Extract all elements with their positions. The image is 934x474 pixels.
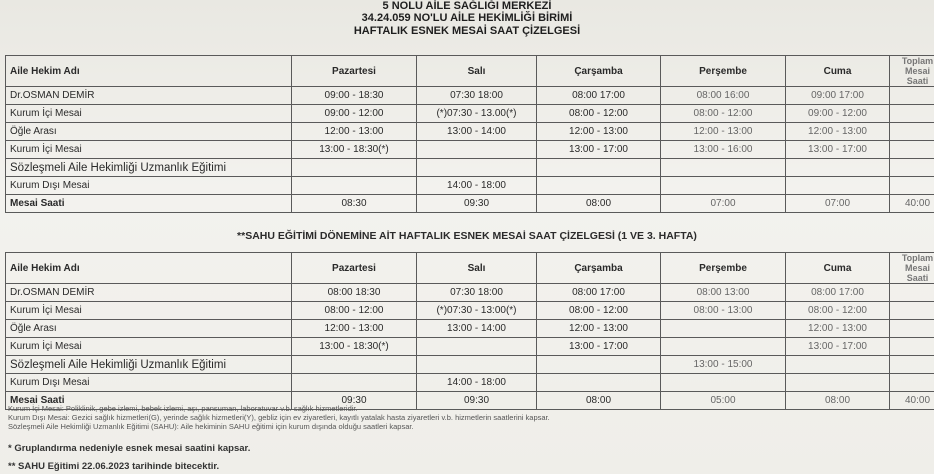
schedule-cell [890, 123, 934, 141]
schedule-cell [786, 177, 890, 195]
schedule-cell: 08:00 [537, 392, 661, 410]
header-line-2: 34.24.059 NO'LU AİLE HEKİMLİĞİ BİRİMİ [361, 12, 573, 24]
schedule-cell: 12:00 - 13:00 [537, 320, 661, 338]
schedule-cell: 13:00 - 18:30(*) [292, 141, 417, 159]
row-label: Mesai Saati [6, 392, 292, 410]
column-header: Çarşamba [537, 253, 661, 284]
schedule-cell [890, 320, 934, 338]
schedule-cell: (*)07:30 - 13.00(*) [417, 105, 537, 123]
notes [8, 404, 550, 431]
schedule-cell [537, 374, 661, 392]
footnote-grouping: * Gruplandırma nedeniyle esnek mesai saatini kapsar. [8, 443, 251, 454]
row-label: Sözleşmeli Aile Hekimliği Uzmanlık Eğitimi [6, 356, 292, 374]
table-row [6, 123, 934, 141]
schedule-cell: 09:30 [417, 392, 537, 410]
note-kurum-ici: Kurum İçi Mesai: Poliklinik, gebe izlemi, bebek izlemi, aşı, pansuman, laboratuvar v.b. sağlık hizmetleridir. [8, 404, 358, 413]
schedule-cell: 08:00 - 12:00 [786, 302, 890, 320]
schedule-cell: 09:00 17:00 [786, 87, 890, 105]
note-kurum-disi: Kurum Dışı Mesai: Gezici sağlık hizmetleri(G), yerinde sağlık hizmetleri(Y), gebliz için ev ziyaretleri, kayıtlı yatalak hasta ziyaretleri v.b. hizmetlerin saatlerini kapsar. [8, 413, 550, 422]
schedule-cell: 08:00 - 12:00 [661, 105, 786, 123]
schedule-cell [661, 320, 786, 338]
row-label: Öğle Arası [6, 320, 292, 338]
schedule-cell: 12:00 - 13:00 [786, 123, 890, 141]
schedule-cell [417, 159, 537, 177]
schedule-cell: 07:30 18:00 [417, 87, 537, 105]
schedule-cell: 12:00 - 13:00 [661, 123, 786, 141]
schedule-cell [786, 159, 890, 177]
row-label: Mesai Saati [6, 195, 292, 213]
schedule-cell: 05:00 [661, 392, 786, 410]
schedule-table-2 [5, 252, 934, 410]
schedule-cell [292, 177, 417, 195]
schedule-cell: 13:00 - 17:00 [786, 338, 890, 356]
schedule-cell [661, 159, 786, 177]
schedule-table-1 [5, 55, 934, 213]
schedule-cell: 09:00 - 18:30 [292, 87, 417, 105]
schedule-cell [292, 374, 417, 392]
schedule-cell: 12:00 - 13:00 [292, 123, 417, 141]
column-header: Çarşamba [537, 56, 661, 87]
table-row [6, 356, 934, 374]
schedule-cell: 08:00 - 12:00 [537, 302, 661, 320]
row-label: Kurum İçi Mesai [6, 141, 292, 159]
schedule-cell: 09:30 [292, 392, 417, 410]
column-header: Aile Hekim Adı [6, 56, 292, 87]
footnote-sahu-end: ** SAHU Eğitimi 22.06.2023 tarihinde bitecektir. [8, 461, 220, 472]
column-header: Cuma [786, 56, 890, 87]
schedule-cell: 08:00 18:30 [292, 284, 417, 302]
header-line-1: 5 NOLU AİLE SAĞLIĞI MERKEZİ [382, 0, 552, 12]
table-header-row [6, 253, 934, 284]
schedule-cell: 14:00 - 18:00 [417, 374, 537, 392]
column-header: Salı [417, 253, 537, 284]
schedule-cell [417, 141, 537, 159]
schedule-cell: 08:00 - 12:00 [537, 105, 661, 123]
schedule-cell [292, 159, 417, 177]
row-label: Kurum İçi Mesai [6, 105, 292, 123]
row-label: Kurum İçi Mesai [6, 338, 292, 356]
schedule-cell: 13:00 - 14:00 [417, 320, 537, 338]
schedule-cell: 13:00 - 17:00 [537, 141, 661, 159]
schedule-cell: 07:00 [786, 195, 890, 213]
schedule-cell [890, 177, 934, 195]
schedule-cell [890, 284, 934, 302]
schedule-cell: 08:00 13:00 [661, 284, 786, 302]
schedule-cell: 13:00 - 14:00 [417, 123, 537, 141]
row-label: Sözleşmeli Aile Hekimliği Uzmanlık Eğitimi [6, 159, 292, 177]
schedule-cell [890, 356, 934, 374]
column-header: Perşembe [661, 253, 786, 284]
column-header: Cuma [786, 253, 890, 284]
schedule-cell: 13:00 - 17:00 [786, 141, 890, 159]
header-line-3: HAFTALIK ESNEK MESAİ SAAT ÇİZELGESİ [353, 25, 581, 37]
row-label: Dr.OSMAN DEMİR [6, 284, 292, 302]
schedule-cell [786, 374, 890, 392]
schedule-cell [890, 374, 934, 392]
schedule-cell [661, 374, 786, 392]
schedule-cell: 08:00 [786, 392, 890, 410]
schedule-cell [890, 302, 934, 320]
schedule-cell [890, 87, 934, 105]
table-row [6, 105, 934, 123]
row-label: Öğle Arası [6, 123, 292, 141]
row-label: Kurum Dışı Mesai [6, 177, 292, 195]
schedule-cell [417, 356, 537, 374]
schedule-cell [890, 159, 934, 177]
column-header: Pazartesi [292, 253, 417, 284]
schedule-cell: 09:00 - 12:00 [786, 105, 890, 123]
sahu-subtitle: **SAHU EĞİTİMİ DÖNEMİNE AİT HAFTALIK ESNEK MESAİ SAAT ÇİZELGESİ (1 VE 3. HAFTA) [237, 230, 697, 242]
schedule-cell: 12:00 - 13:00 [537, 123, 661, 141]
schedule-cell [537, 356, 661, 374]
table-row [6, 284, 934, 302]
schedule-cell: 07:30 18:00 [417, 284, 537, 302]
column-header: Pazartesi [292, 56, 417, 87]
schedule-cell [537, 177, 661, 195]
schedule-cell [890, 105, 934, 123]
schedule-cell: (*)07:30 - 13:00(*) [417, 302, 537, 320]
table-row [6, 338, 934, 356]
schedule-cell [661, 177, 786, 195]
schedule-cell: 12:00 - 13:00 [292, 320, 417, 338]
schedule-cell: 08:00 - 12:00 [292, 302, 417, 320]
column-header: Toplam Mesai Saati [890, 56, 934, 87]
schedule-cell: 13:00 - 16:00 [661, 141, 786, 159]
row-label: Kurum İçi Mesai [6, 302, 292, 320]
schedule-cell: 08:00 17:00 [786, 284, 890, 302]
table-row [6, 374, 934, 392]
row-label: Dr.OSMAN DEMİR [6, 87, 292, 105]
schedule-cell: 13:00 - 17:00 [537, 338, 661, 356]
table-header-row [6, 56, 934, 87]
schedule-cell: 13:00 - 18:30(*) [292, 338, 417, 356]
schedule-cell: 08:30 [292, 195, 417, 213]
schedule-cell: 40:00 [890, 195, 934, 213]
column-header: Perşembe [661, 56, 786, 87]
schedule-cell: 08:00 16:00 [661, 87, 786, 105]
table-row [6, 87, 934, 105]
schedule-cell [537, 159, 661, 177]
table-row [6, 177, 934, 195]
table-row [6, 320, 934, 338]
column-header: Salı [417, 56, 537, 87]
schedule-cell: 40:00 [890, 392, 934, 410]
schedule-cell: 08:00 [537, 195, 661, 213]
schedule-cell: 13:00 - 15:00 [661, 356, 786, 374]
table-row [6, 302, 934, 320]
table-row [6, 141, 934, 159]
schedule-cell: 09:30 [417, 195, 537, 213]
schedule-cell: 08:00 - 13:00 [661, 302, 786, 320]
schedule-cell [292, 356, 417, 374]
row-label: Kurum Dışı Mesai [6, 374, 292, 392]
note-sahu: Sözleşmeli Aile Hekimliği Uzmanlık Eğitimi (SAHU): Aile hekiminin SAHU eğitimi için kurum dışında olduğu saatleri kapsar. [8, 422, 414, 431]
schedule-cell: 14:00 - 18:00 [417, 177, 537, 195]
schedule-cell: 09:00 - 12:00 [292, 105, 417, 123]
schedule-cell [661, 338, 786, 356]
schedule-cell: 08:00 17:00 [537, 87, 661, 105]
column-header: Toplam Mesai Saati [890, 253, 934, 284]
schedule-cell [890, 338, 934, 356]
table-row [6, 159, 934, 177]
schedule-cell: 12:00 - 13:00 [786, 320, 890, 338]
schedule-cell [786, 356, 890, 374]
schedule-cell: 07:00 [661, 195, 786, 213]
column-header: Aile Hekim Adı [6, 253, 292, 284]
schedule-cell [417, 338, 537, 356]
schedule-cell: 08:00 17:00 [537, 284, 661, 302]
table-row [6, 195, 934, 213]
schedule-cell [890, 141, 934, 159]
